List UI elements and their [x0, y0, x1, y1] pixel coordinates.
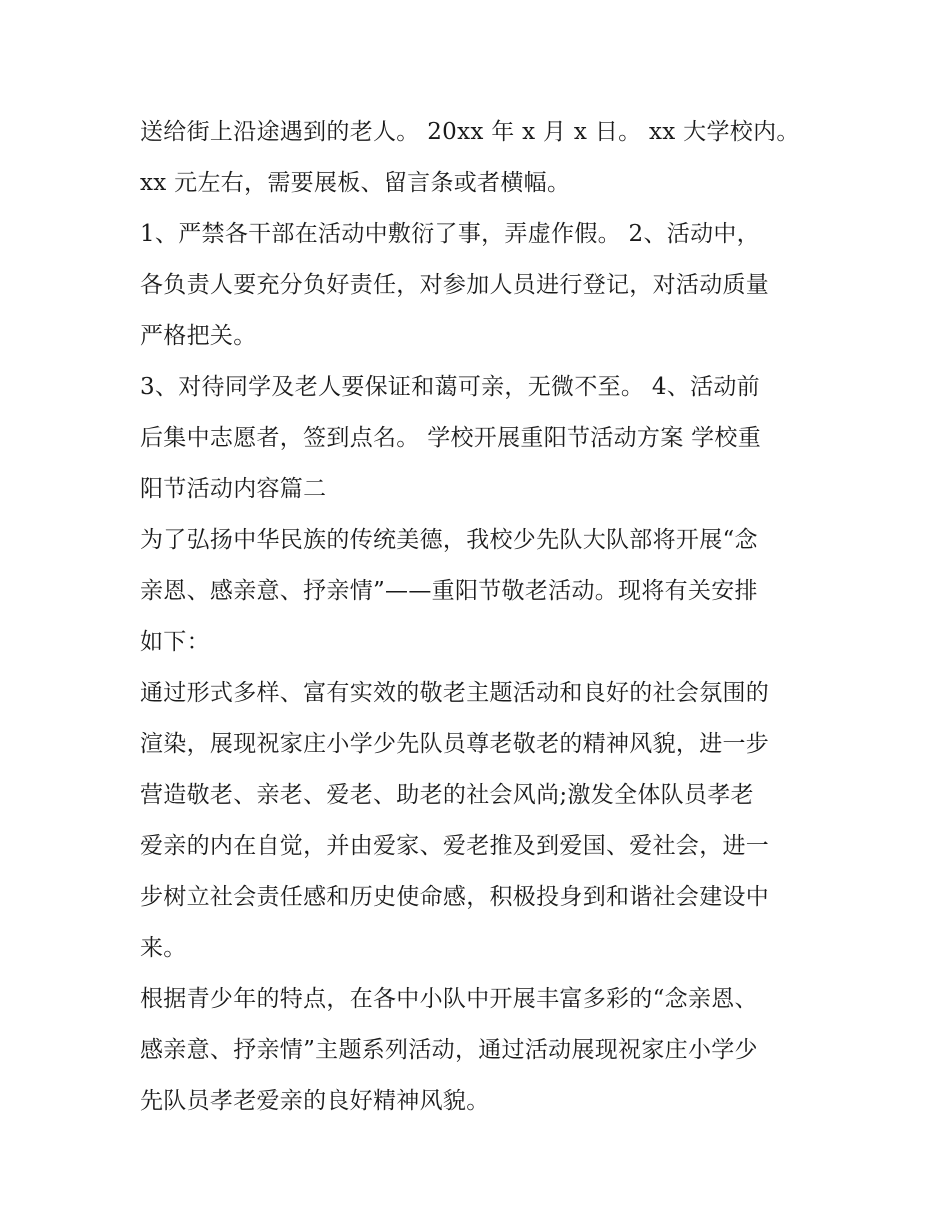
text-line: xx 元左右，需要展板、留言条或者横幅。: [140, 170, 571, 196]
text-line: 如下：: [140, 629, 210, 655]
text-line: 营造敬老、亲老、爱老、助老的社会风尚;激发全体队员孝老: [140, 782, 754, 808]
text-line: 送给街上沿途遇到的老人。 20xx 年 x 月 x 日。 xx 大学校内。: [140, 119, 800, 145]
text-line: 通过形式多样、富有实效的敬老主题活动和良好的社会氛围的: [140, 680, 770, 706]
text-line: 亲恩、感亲意、抒亲情”——重阳节敬老活动。现将有关安排: [140, 578, 758, 604]
text-line: 3、对待同学及老人要保证和蔼可亲，无微不至。 4、活动前: [140, 374, 760, 400]
text-line: 1、严禁各干部在活动中敷衍了事，弄虚作假。 2、活动中，: [140, 221, 760, 247]
text-line: 严格把关。: [140, 323, 257, 349]
text-line: 来。: [140, 935, 187, 961]
text-line: 爱亲的内在自觉，并由爱家、爱老推及到爱国、爱社会，进一: [140, 833, 770, 859]
text-line: 阳节活动内容篇二: [140, 476, 327, 502]
text-line: 步树立社会责任感和历史使命感，积极投身到和谐社会建设中: [140, 884, 770, 910]
document-body: [140, 107, 820, 1127]
text-line: 为了弘扬中华民族的传统美德，我校少先队大队部将开展“念: [140, 527, 758, 553]
text-line: 先队员孝老爱亲的良好精神风貌。: [140, 1088, 490, 1114]
text-line: 渲染，展现祝家庄小学少先队员尊老敬老的精神风貌，进一步: [140, 731, 770, 757]
text-line: 后集中志愿者，签到点名。 学校开展重阳节活动方案 学校重: [140, 425, 762, 451]
text-line: 各负责人要充分负好责任，对参加人员进行登记，对活动质量: [140, 272, 770, 298]
text-line: 根据青少年的特点，在各中小队中开展丰富多彩的“念亲恩、: [140, 986, 758, 1012]
text-line: 感亲意、抒亲情”主题系列活动，通过活动展现祝家庄小学少: [140, 1037, 758, 1063]
